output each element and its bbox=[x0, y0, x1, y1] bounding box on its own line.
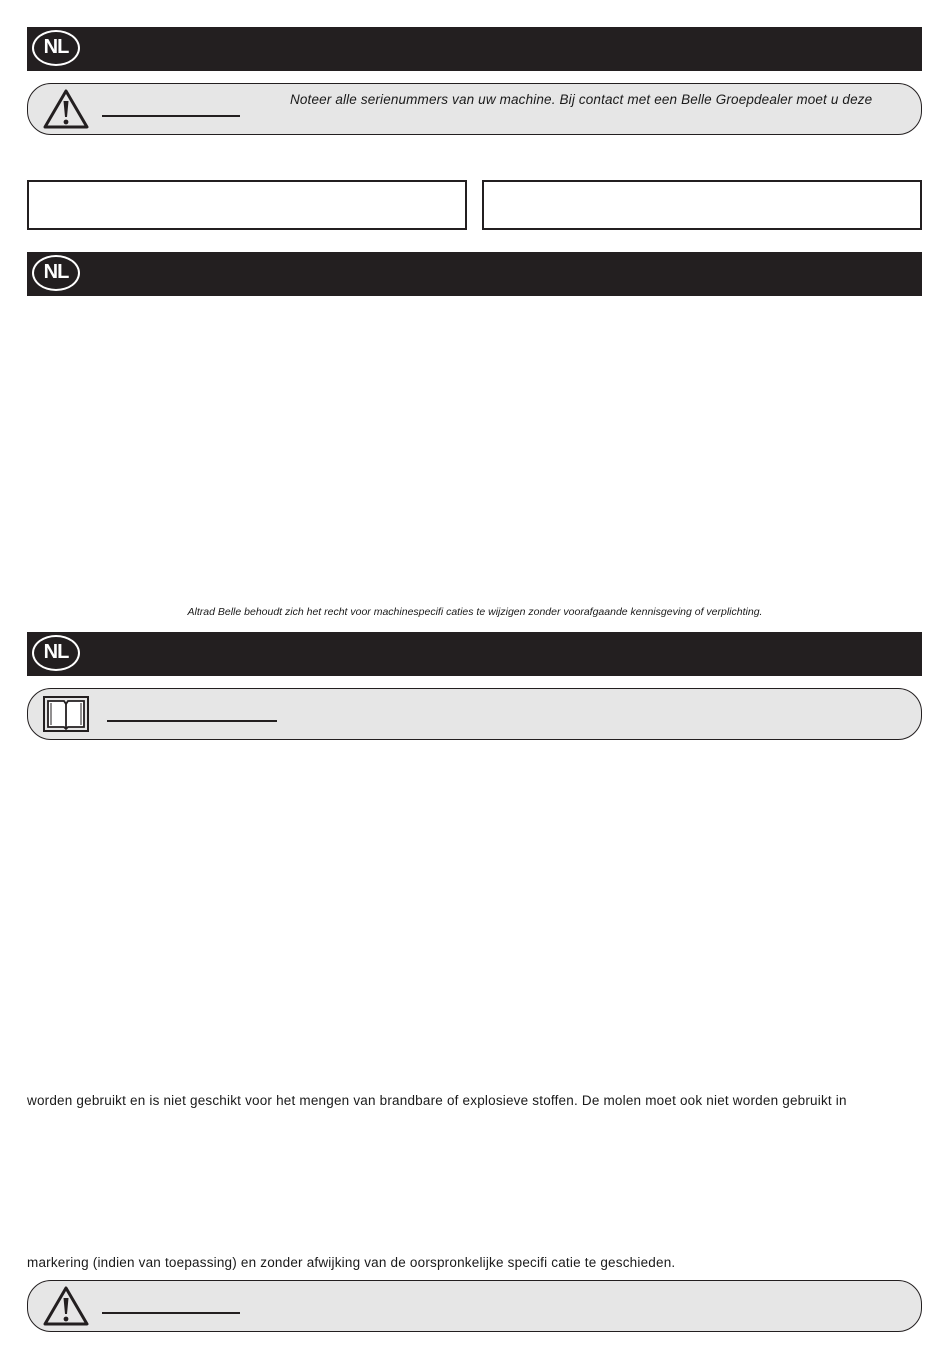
serial-number-notice: Noteer alle serienummers van uw machine. Bij contact met een Belle Groepdealer moet u deze bbox=[290, 92, 873, 107]
heading-underline bbox=[107, 720, 277, 722]
specification-paragraph-line: markering (indien van toepassing) en zonder afwijking van de oorspronkelijke specifi catie te geschieden. bbox=[27, 1255, 676, 1270]
warning-icon bbox=[42, 1285, 90, 1327]
warning-banner-serial bbox=[27, 83, 922, 135]
book-icon bbox=[42, 693, 90, 735]
usage-paragraph-line: worden gebruikt en is niet geschikt voor het mengen van brandbare of explosieve stoffen. De molen moet ook niet worden gebruikt in bbox=[27, 1093, 847, 1108]
warning-banner-bottom bbox=[27, 1280, 922, 1332]
serial-number-field-right[interactable] bbox=[482, 180, 922, 230]
section-header-1 bbox=[27, 27, 922, 71]
language-badge: NL bbox=[32, 635, 80, 671]
heading-underline bbox=[102, 1312, 240, 1314]
specification-disclaimer: Altrad Belle behoudt zich het recht voor machinespecifi caties te wijzigen zonder voorafgaande kennisgeving of verplichting. bbox=[187, 606, 763, 618]
section-header-2 bbox=[27, 252, 922, 296]
language-badge: NL bbox=[32, 255, 80, 291]
language-badge: NL bbox=[32, 30, 80, 66]
warning-icon bbox=[42, 88, 90, 130]
manual-banner bbox=[27, 688, 922, 740]
serial-number-field-left[interactable] bbox=[27, 180, 467, 230]
section-header-3 bbox=[27, 632, 922, 676]
heading-underline bbox=[102, 115, 240, 117]
